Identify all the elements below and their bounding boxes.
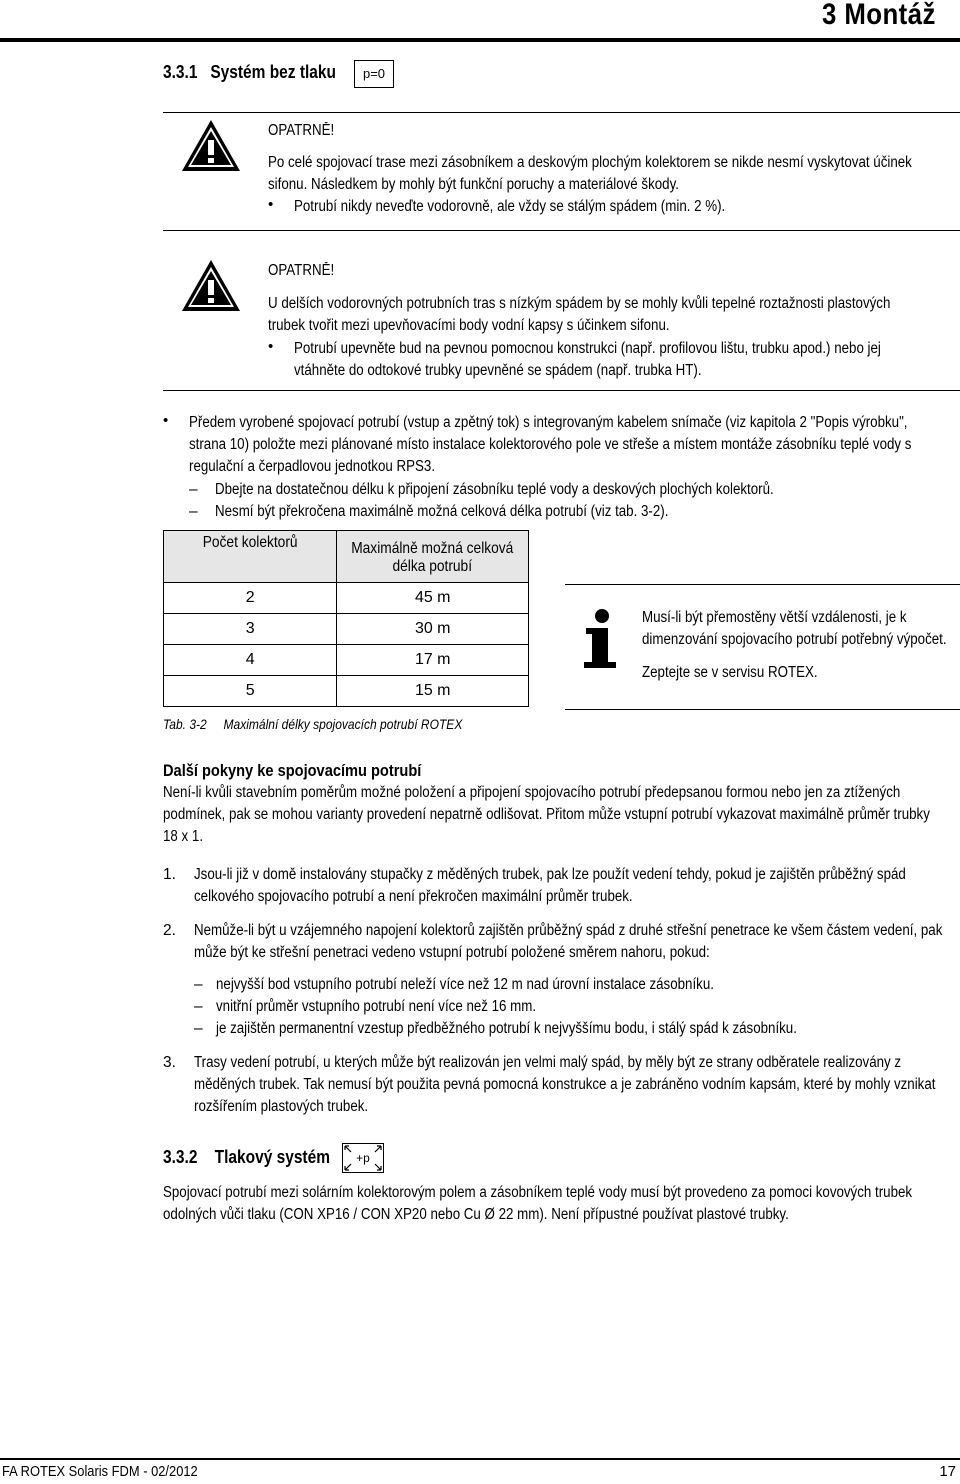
pipe-length-table — [163, 530, 529, 707]
dash-marker: – — [194, 976, 203, 993]
bullet-dot: • — [268, 338, 274, 355]
table-header-length: Maximálně možná celková délka potrubí — [337, 531, 529, 583]
warning-triangle-icon — [180, 118, 242, 173]
table-header-count: Počet kolektorů — [164, 531, 337, 583]
info-icon — [578, 608, 622, 670]
sub-item: je zajištěn permanentní vzestup předběžného potrubí k nejvyššímu bodu, i stálý spád k zásobníku. — [216, 1020, 797, 1037]
footer-rule — [0, 1458, 960, 1460]
section-heading-3-3-1 — [163, 62, 364, 83]
warning-divider — [163, 230, 960, 231]
page-number: 17 — [939, 1463, 956, 1480]
main-dash1: Dbejte na dostatečnou délku k připojení zásobníku teplé vody a deskových plochých kolektorů. — [215, 481, 774, 498]
warning2-text-line1: U delších vodorovných potrubních tras s nízkým spádem by se mohly kvůli tepelné roztažnosti plastových — [268, 295, 891, 312]
table-caption: Tab. 3-2 Maximální délky spojovacích potrubí ROTEX — [163, 716, 463, 732]
list-item-3-line3: rozšířením plastových trubek. — [194, 1098, 369, 1115]
table-row: 2 45 m — [164, 583, 529, 614]
dash-marker: – — [189, 481, 198, 498]
section-number: 3.3.2 — [163, 1147, 198, 1167]
section-number: 3.3.1 — [163, 62, 198, 82]
warning2-bullet-line1: Potrubí upevněte bud na pevnou pomocnou konstrukci (např. profilovou lištu, trubku apod.) nebo jej — [294, 340, 881, 357]
list-number: 3. — [163, 1054, 176, 1071]
main-bullet-line2: strana 10) položte mezi plánované místo instalace kolektorového pole ve střeše a místem montáže zásobníku teplé vody s — [189, 436, 912, 453]
list-item-2-line1: Nemůže-li být u vzájemného napojení kolektorů zajištěn průběžný spád z druhé střešní penetrace ke všem částem vedení, pak — [194, 922, 943, 939]
footer-doc-id: FA ROTEX Solaris FDM - 02/2012 — [2, 1463, 198, 1480]
warning1-bullet: Potrubí nikdy neveďte vodorovně, ale vždy se stálým spádem (min. 2 %). — [294, 198, 726, 215]
warning1-text-line1: Po celé spojovací trase mezi zásobníkem a deskovým plochým kolektorem se nikde nesmí vyskytovat účinek — [268, 154, 912, 171]
list-number: 1. — [163, 866, 176, 883]
warning2-text-line2: trubek tvořit mezi upevňovacími body vodní kapsy s účinkem sifonu. — [268, 317, 670, 334]
sub-item: vnitřní průměr vstupního potrubí není více než 16 mm. — [216, 998, 537, 1015]
bullet-dot: • — [268, 196, 274, 213]
dash-marker: – — [194, 1020, 203, 1037]
table-row: 4 17 m — [164, 645, 529, 676]
warning2-bullet-line2: vtáhněte do odtokové trubky upevněné se spádem (např. trubka HT). — [294, 362, 702, 379]
main-bullet-line1: Předem vyrobené spojovací potrubí (vstup a zpětný tok) s integrovaným kabelem snímače (viz kapitola 2 "Popis výrobku", — [189, 414, 908, 431]
pressure-tag-label: +p — [356, 1151, 370, 1165]
paragraph-line: 18 x 1. — [163, 828, 204, 845]
main-dash2: Nesmí být překročena maximálně možná celková délka potrubí (viz tab. 3-2). — [215, 503, 669, 520]
warning-triangle-icon — [180, 258, 242, 313]
subheading: Další pokyny ke spojovacímu potrubí — [163, 761, 422, 780]
paragraph-line: Není-li kvůli stavebním poměrům možné položení a připojení spojovacího potrubí předepsanou formou nebo jen za ztížených — [163, 784, 901, 801]
warning-bottom-rule — [163, 390, 960, 391]
table-row: 5 15 m — [164, 676, 529, 707]
table-row: 3 30 m — [164, 614, 529, 645]
section-title: Systém bez tlaku — [210, 62, 336, 82]
list-number: 2. — [163, 922, 176, 939]
main-bullet-line3: regulační a čerpadlovou jednotkou RPS3. — [189, 458, 436, 475]
list-item-3-line1: Trasy vedení potrubí, u kterých může být realizován jen velmi malý spád, by měly být ze strany odběratele realizovány z — [194, 1054, 902, 1071]
dash-marker: – — [194, 998, 203, 1015]
info-line2: dimenzování spojovacího potrubí potřebný výpočet. — [642, 631, 947, 648]
chapter-title: 3 Montáž — [821, 0, 936, 31]
paragraph-line: odolných vůči tlaku (CON XP16 / CON XP20 nebo Cu Ø 22 mm). Není přípustné používat plastové trubky. — [163, 1206, 789, 1223]
dash-marker: – — [189, 503, 198, 520]
bullet-dot: • — [163, 412, 169, 429]
info-line3: Zeptejte se v servisu ROTEX. — [642, 664, 818, 681]
list-item-1-line2: celkového spojovacího potrubí a není překročen maximální průměr trubek. — [194, 888, 633, 905]
list-item-2-line2: může být ke střešní penetraci vedeno vstupní potrubí položené směrem nahoru, pokud: — [194, 944, 710, 961]
warning1-text-line2: sifonu. Následkem by mohly být funkční poruchy a materiálové škody. — [268, 176, 679, 193]
paragraph-line: Spojovací potrubí mezi solárním kolektorovým polem a zásobníkem teplé vody musí být provedeno za pomoci kovových trubek — [163, 1184, 913, 1201]
sub-item: nejvyšší bod vstupního potrubí neleží více než 12 m nad úrovní instalace zásobníku. — [216, 976, 714, 993]
list-item-3-line2: měděných trubek. Tak nemusí být použita pevná pomocná konstrukce a je zabráněno vodním kapsám, které by mohly vznikat — [194, 1076, 936, 1093]
warning-top-rule — [163, 112, 960, 113]
warning1-title: OPATRNĚ! — [268, 122, 335, 139]
paragraph-line: podmínek, pak se mohou varianty provedení nepatrně odlišovat. Přitom může vstupní potrubí vykazovat maximálně průměr trubky — [163, 806, 930, 823]
section-heading-3-3-2 — [163, 1147, 357, 1168]
header-rule — [0, 38, 960, 42]
no-pressure-tag: p=0 — [354, 60, 394, 88]
list-item-1-line1: Jsou-li již v domě instalovány stupačky z měděných trubek, pak lze použít vedení tehdy, pokud je zajištěn průběžný spád — [194, 866, 906, 883]
section-title: Tlakový systém — [214, 1147, 330, 1167]
info-line1: Musí-li být přemostěny větší vzdálenosti, je k — [642, 609, 907, 626]
warning2-title: OPATRNĚ! — [268, 262, 335, 279]
